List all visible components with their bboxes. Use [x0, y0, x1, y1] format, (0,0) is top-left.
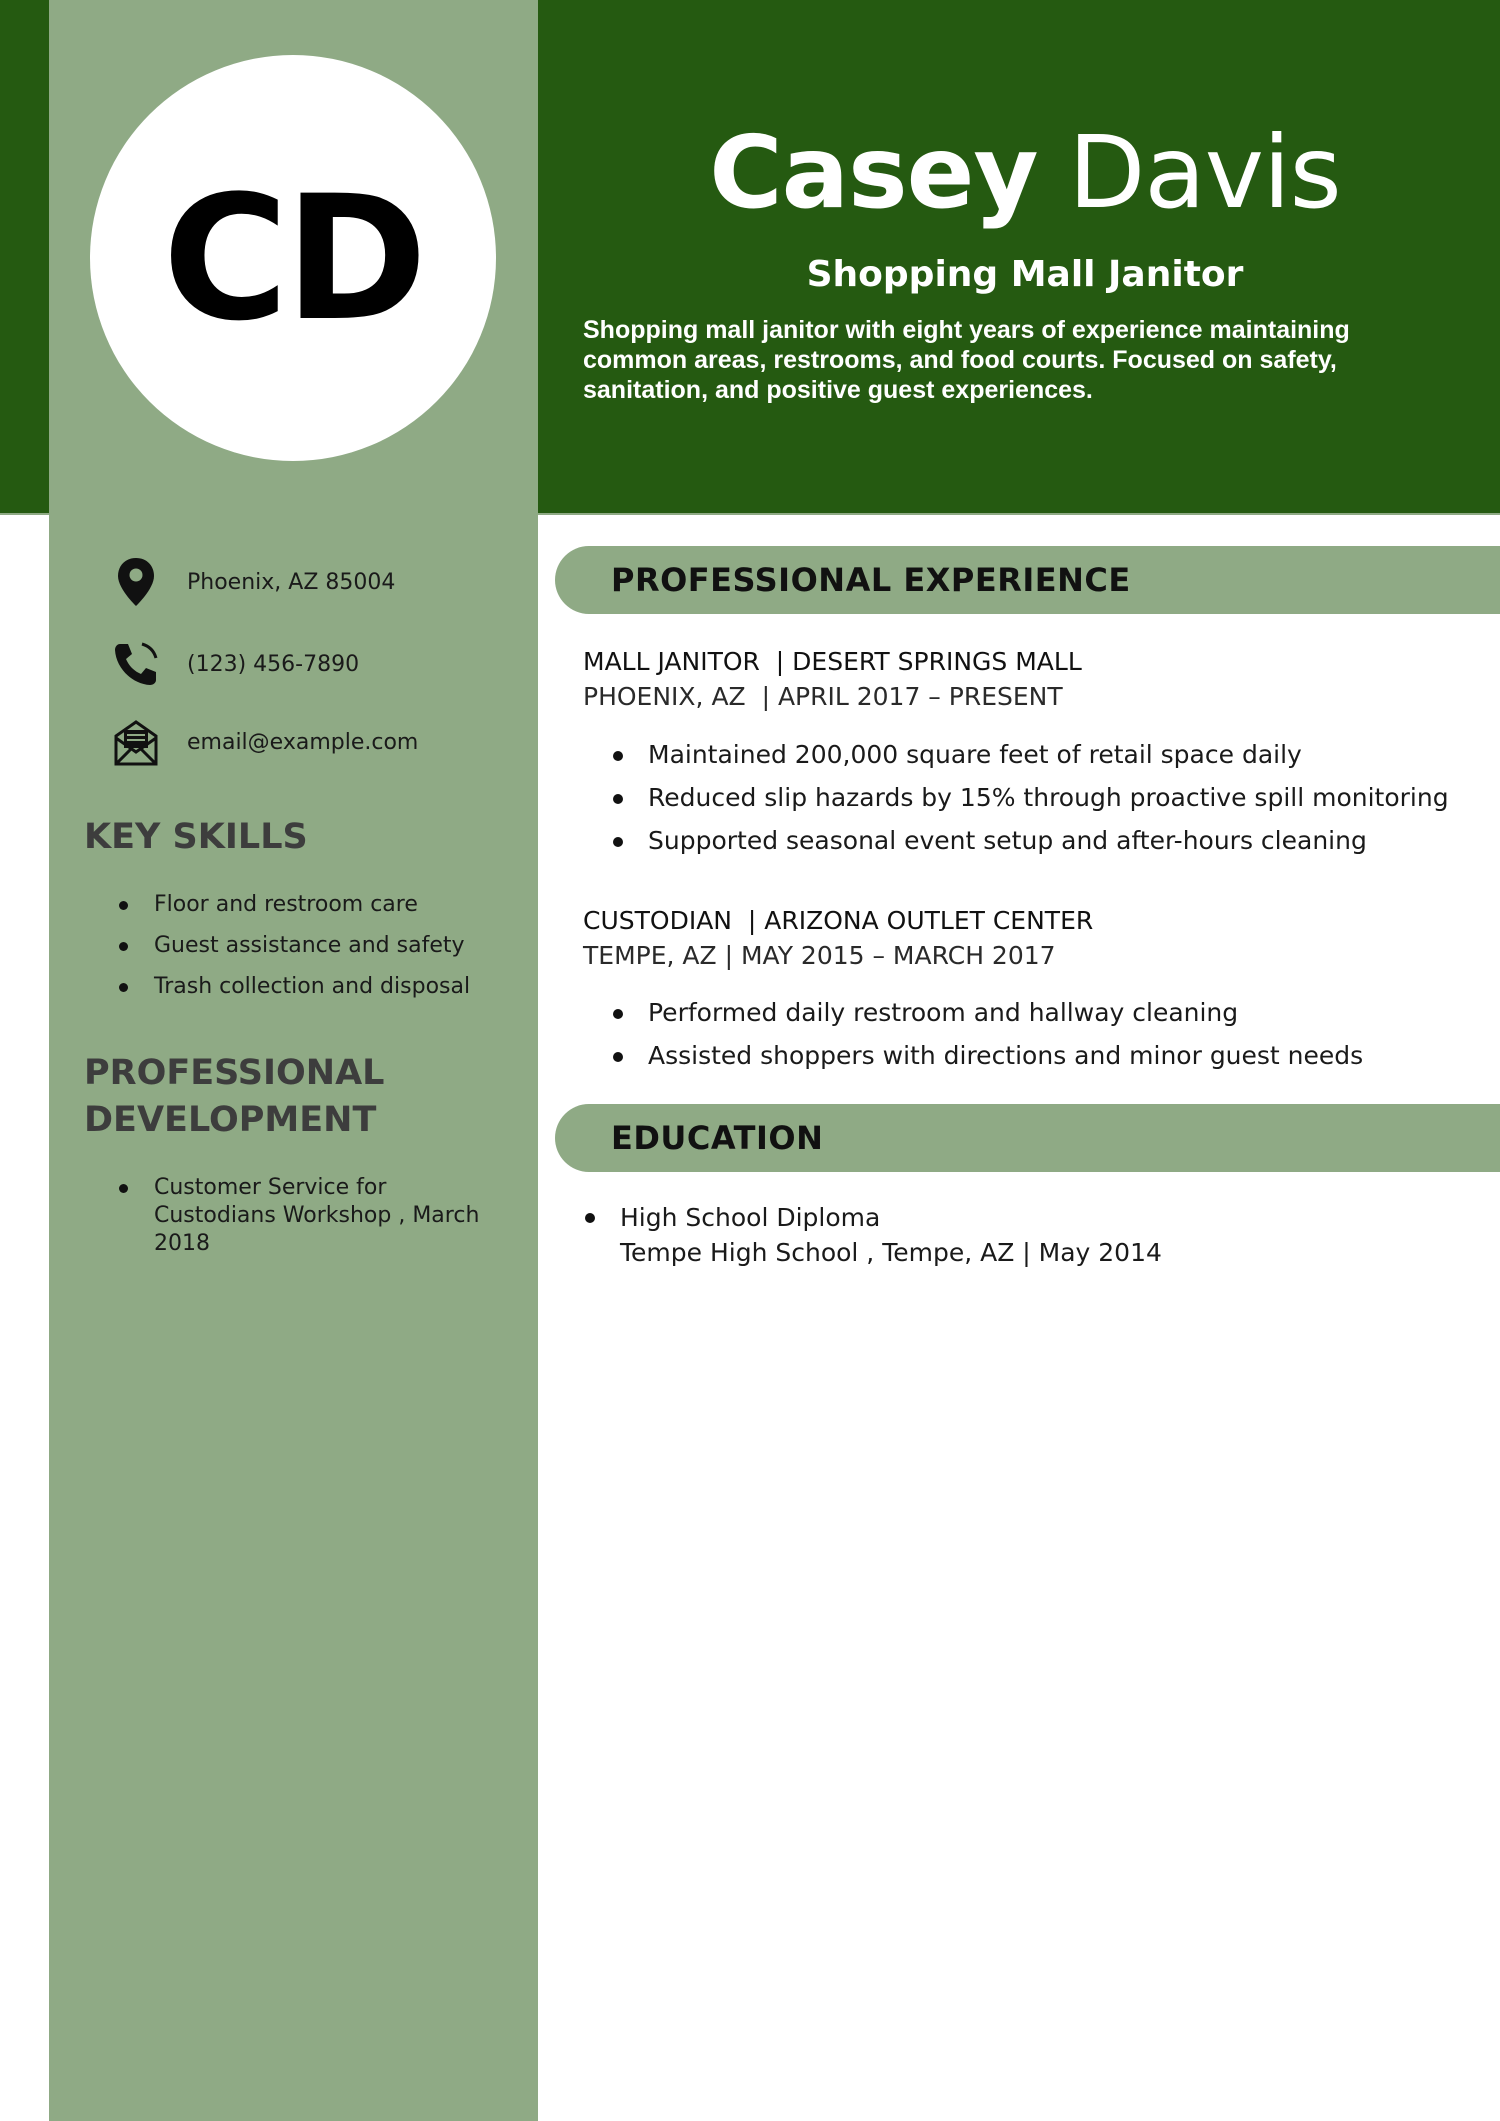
- phone-text: (123) 456-7890: [187, 651, 360, 677]
- experience-section-header: [555, 546, 1500, 614]
- job-2-bullet: Assisted shoppers with directions and minor guest needs: [583, 1034, 1483, 1077]
- job-2-subheader: TEMPE, AZ | MAY 2015 – MARCH 2017: [583, 941, 1056, 970]
- job-2-bullets: [583, 991, 1483, 1077]
- job-1-title: MALL JANITOR: [583, 647, 760, 676]
- job-1-bullet: Reduced slip hazards by 15% through proactive spill monitoring: [583, 776, 1483, 819]
- last-name: Davis: [1068, 114, 1341, 231]
- education-item: [583, 1200, 1483, 1270]
- location-text: Phoenix, AZ 85004: [187, 569, 396, 595]
- job-2-employer: ARIZONA OUTLET CENTER: [764, 906, 1094, 935]
- development-heading-line1: PROFESSIONAL: [84, 1053, 385, 1093]
- education-detail: Tempe High School , Tempe, AZ | May 2014: [620, 1238, 1162, 1267]
- development-heading: [84, 1050, 384, 1144]
- education-degree: High School Diploma: [620, 1203, 881, 1232]
- bullet-dot: [585, 1213, 595, 1223]
- development-list: [84, 1174, 514, 1258]
- job-2-title: CUSTODIAN: [583, 906, 732, 935]
- job-1-bullet: Supported seasonal event setup and after-hours cleaning: [583, 819, 1483, 862]
- summary: Shopping mall janitor with eight years of experience maintaining common areas, restrooms, and food courts. Focused on safety, sanitation, and positive guest experiences.: [583, 316, 1350, 404]
- skill-item: Floor and restroom care: [84, 891, 514, 919]
- job-1-employer: DESERT SPRINGS MALL: [792, 647, 1082, 676]
- education-section-header: [555, 1104, 1500, 1172]
- map-pin-icon: [110, 556, 162, 608]
- monogram-badge: [90, 55, 496, 461]
- skill-item: Guest assistance and safety: [84, 932, 514, 960]
- job-1-bullets: [583, 733, 1483, 862]
- skill-item: Trash collection and disposal: [84, 973, 514, 1001]
- job-1-location: PHOENIX, AZ: [583, 682, 746, 711]
- job-1-dates: APRIL 2017 – PRESENT: [777, 682, 1063, 711]
- job-2-location: TEMPE, AZ: [583, 941, 717, 970]
- envelope-icon: [110, 716, 162, 768]
- development-heading-line2: DEVELOPMENT: [84, 1100, 377, 1140]
- contact-location: [110, 556, 395, 608]
- contact-phone: [110, 638, 359, 690]
- job-1-subheader: PHOENIX, AZ | APRIL 2017 – PRESENT: [583, 682, 1063, 711]
- skills-list: [84, 891, 514, 1001]
- first-name: Casey: [709, 114, 1038, 231]
- email-text: email@example.com: [187, 729, 419, 755]
- monogram-initials: CD: [162, 157, 424, 359]
- job-2-dates: MAY 2015 – MARCH 2017: [740, 941, 1056, 970]
- job-1-header: MALL JANITOR | DESERT SPRINGS MALL: [583, 647, 1082, 676]
- job-2-header: CUSTODIAN | ARIZONA OUTLET CENTER: [583, 906, 1094, 935]
- job-2-bullet: Performed daily restroom and hallway cleaning: [583, 991, 1483, 1034]
- phone-icon: [110, 638, 162, 690]
- job-title: Shopping Mall Janitor: [806, 254, 1244, 295]
- development-item: Customer Service for Custodians Workshop , March 2018: [84, 1174, 484, 1258]
- candidate-name: [560, 114, 1490, 231]
- experience-heading: PROFESSIONAL EXPERIENCE: [611, 561, 1131, 599]
- contact-email: [110, 716, 418, 768]
- skills-heading: KEY SKILLS: [84, 817, 308, 857]
- education-heading: EDUCATION: [611, 1119, 824, 1157]
- job-1-bullet: Maintained 200,000 square feet of retail space daily: [583, 733, 1483, 776]
